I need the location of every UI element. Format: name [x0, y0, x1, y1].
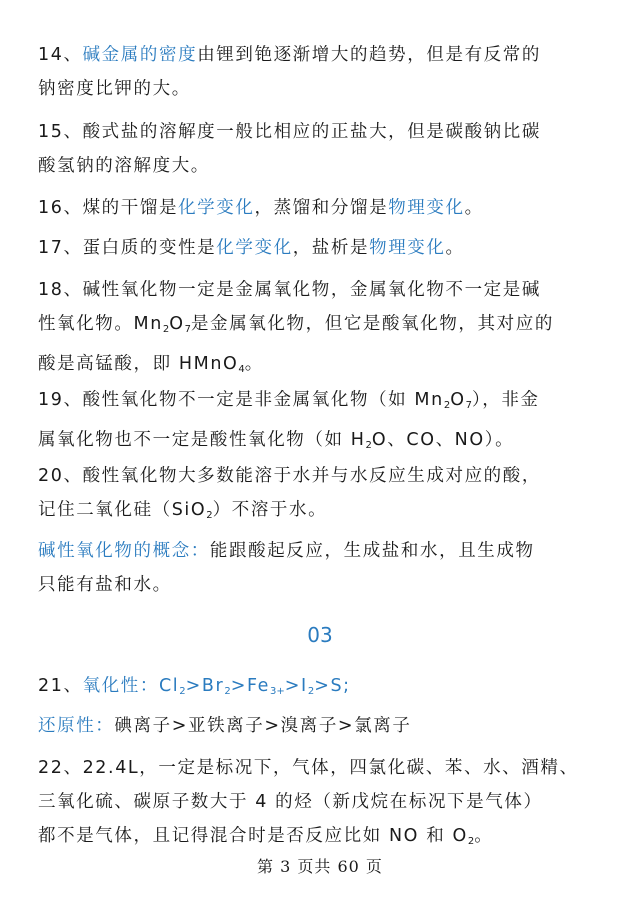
page-footer: 第 3 页共 60 页: [257, 857, 383, 876]
highlight-term: 氧化性：$Cl_2>Br_2>Fe_{3+}>I_2>S$;: [82, 676, 351, 697]
highlight-term: 化学变化: [178, 198, 255, 218]
highlight-term: 物理变化: [369, 238, 446, 258]
item-15: 15、酸式盐的溶解度一般比相应的正盐大，但是碳酸钠比碳 酸氢钠的溶解度大。: [38, 122, 541, 176]
item-20: 20、酸性氧化物大多数能溶于水并与水反应生成对应的酸， 记住二氧化硅（SiO$_2$）不溶于水。: [38, 466, 541, 521]
item-17: 17、蛋白质的变性是化学变化，盐析是物理变化。: [38, 238, 465, 258]
item-21: 21、氧化性：$Cl_2>Br_2>Fe_{3+}>I_2>S$;: [38, 676, 351, 697]
basic-oxide-concept: 碱性氧化物的概念：能跟酸起反应，生成盐和水，且生成物 只能有盐和水。: [38, 541, 535, 595]
highlight-term: 碱金属的密度: [82, 45, 198, 65]
section-number: 03: [307, 623, 333, 647]
highlight-term: 碱性氧化物的概念：: [38, 541, 210, 561]
item-22: 22、22.4L，一定是标况下，气体，四氯化碳、苯、水、酒精、 三氧化硫、碳原子数大于 4 的烃（新戊烷在标况下是气体） 都不是气体，且记得混合时是否反应比如 NO 和 $O_2$。: [38, 758, 579, 847]
highlight-term: 物理变化: [388, 198, 465, 218]
item-16: 16、煤的干馏是化学变化，蒸馏和分馏是物理变化。: [38, 198, 484, 218]
item-18: 18、碱性氧化物一定是金属氧化物，金属氧化物不一定是碱 性氧化物。$Mn_2O_7$是金属氧化物，但它是酸氧化物，其对应的 酸是高锰酸，即 HMnO$_4$。: [38, 280, 554, 375]
item-14: 14、碱金属的密度由锂到铯逐渐增大的趋势，但是有反常的 钠密度比钾的大。: [38, 45, 541, 99]
reducing-order: 还原性：碘离子>亚铁离子>溴离子>氯离子: [38, 716, 412, 736]
highlight-term: 化学变化: [216, 238, 293, 258]
highlight-term: 还原性：: [38, 716, 115, 736]
item-19: 19、酸性氧化物不一定是非金属氧化物（如 $Mn_2O_7$），非金 属氧化物也不一定是酸性氧化物（如 $H_2O$、CO、NO）。: [38, 390, 540, 451]
